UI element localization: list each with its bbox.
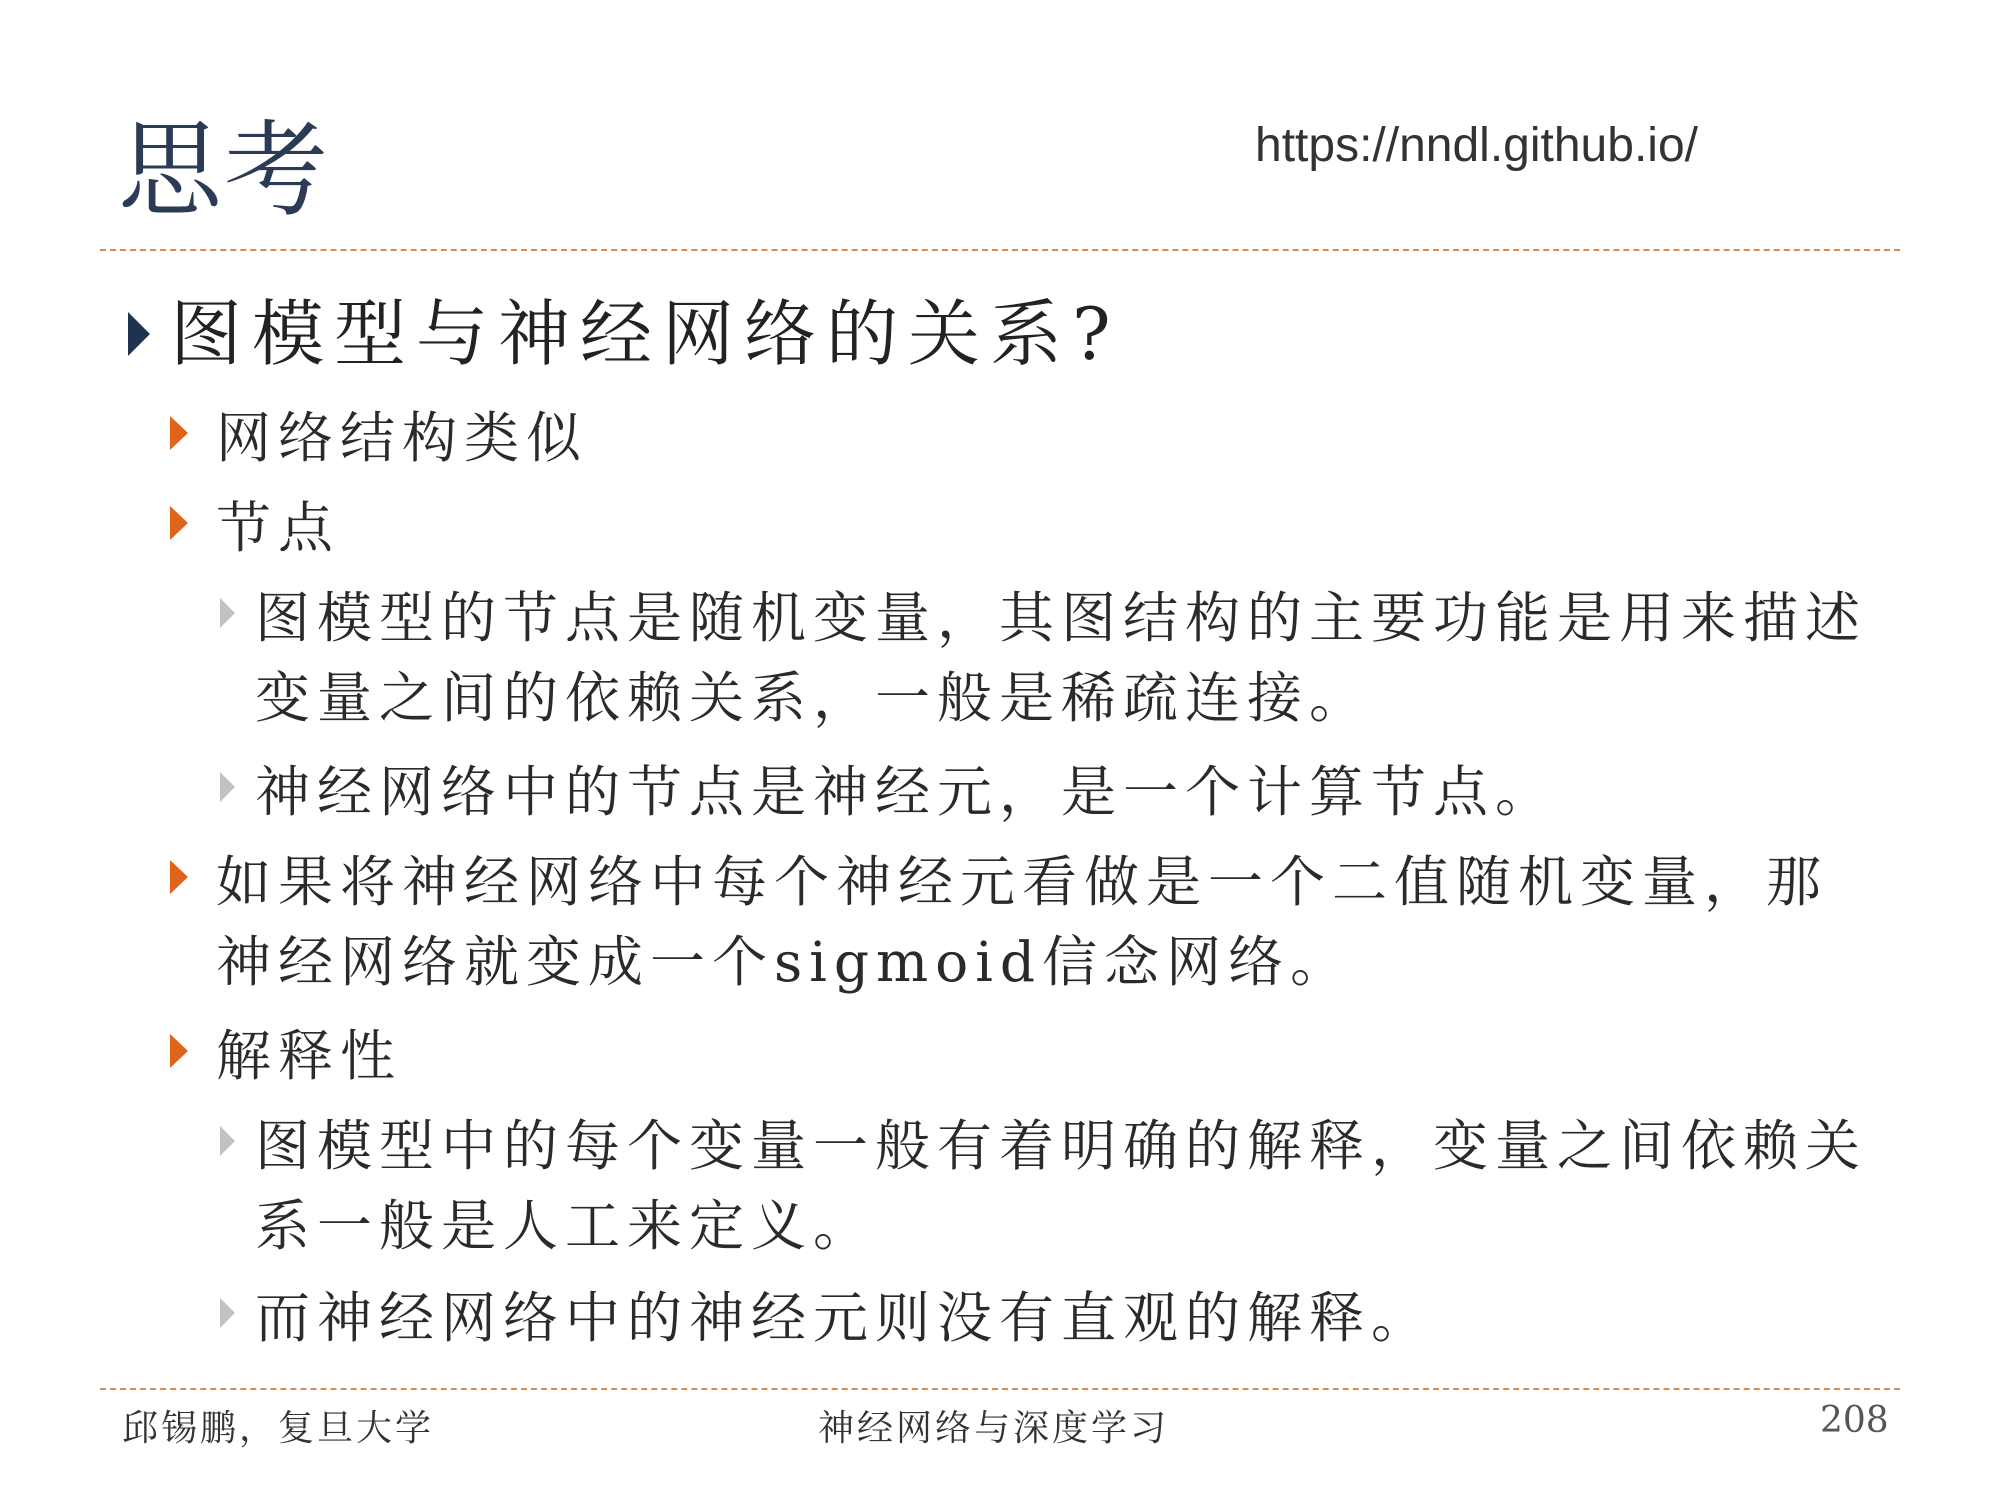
bullet-triangle-icon [170,416,188,450]
footer-divider [100,1388,1900,1390]
footer-author: 邱锡鹏，复旦大学 [122,1408,435,1449]
bullet-triangle-icon [220,598,235,628]
footer-course: 神经网络与深度学习 [818,1408,1170,1449]
page-number: 208 [1820,1400,1889,1441]
header-divider [100,249,1900,251]
bullet-triangle-icon [128,312,150,356]
bullet-triangle-icon [170,1034,188,1068]
bullet-text: 而神经网络中的神经元则没有直观的解释。 [255,1286,1434,1350]
bullet-level2 [170,1016,1870,1096]
bullet-level1 [128,292,1888,376]
bullet-text: 图模型的节点是随机变量，其图结构的主要功能是用来描述变量之间的依赖关系，一般是稀疏连接。 [255,586,1868,730]
bullet-triangle-icon [220,1126,235,1156]
bullet-level3 [220,1278,1870,1358]
bullet-text: 节点 [216,496,341,560]
bullet-level2 [170,842,1870,1002]
bullet-level3 [220,578,1870,738]
slide-title: 思考 [118,109,331,231]
bullet-text: 如果将神经网络中每个神经元看做是一个二值随机变量，那神经网络就变成一个sigmoid信念网络。 [216,850,1829,994]
bullet-level3 [220,752,1870,832]
bullet-text: 解释性 [216,1024,403,1088]
bullet-text: 图模型中的每个变量一般有着明确的解释，变量之间依赖关系一般是人工来定义。 [255,1114,1868,1258]
bullet-level3 [220,1106,1870,1266]
bullet-text: 网络结构类似 [216,406,589,470]
bullet-triangle-icon [220,772,235,802]
bullet-text: 神经网络中的节点是神经元，是一个计算节点。 [255,760,1558,824]
bullet-level2 [170,398,1870,478]
course-url: https://nndl.github.io/ [1255,119,1698,172]
bullet-text: 图模型与神经网络的关系? [170,292,1121,376]
bullet-level2 [170,488,1870,568]
bullet-triangle-icon [220,1298,235,1328]
bullet-triangle-icon [170,860,188,894]
bullet-triangle-icon [170,506,188,540]
